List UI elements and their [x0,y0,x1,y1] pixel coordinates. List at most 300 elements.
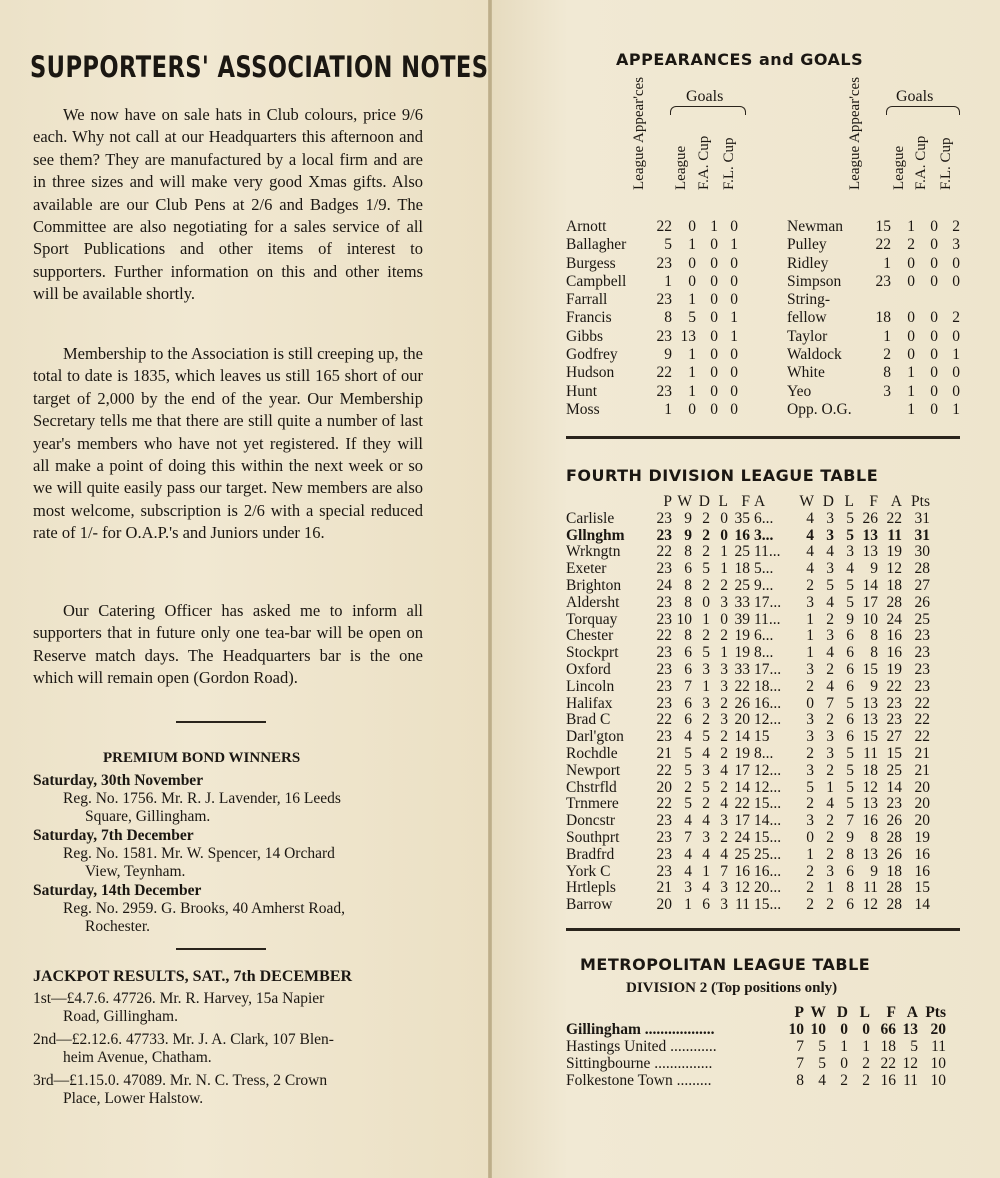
stat-cell: 24 [656,576,672,594]
premium-bond-list [33,772,453,937]
stat-cell: 22 [656,627,672,645]
table-row [566,897,930,914]
stat-cell: 3 [806,728,814,746]
stat-cell: 0 [907,327,915,345]
stat-cell: 4 [720,845,728,863]
stat-cell: 1 [840,1038,848,1055]
stat-cell: 0 [907,272,915,290]
stat-cell: 2 [826,610,834,628]
stat-cell: 0 [907,346,915,364]
stat-cell: 5 [846,576,854,594]
stat-cell: 22 [914,694,930,712]
stat-cell: 2 [720,778,728,796]
stat-cell: 22 [880,1055,896,1072]
stat-cell: 25 [914,610,930,628]
stat-cell: 5 [702,728,710,746]
jackpot-winner-cont: Place, Lower Halstow. [63,1089,204,1107]
stat-cell: 2 [952,218,960,235]
stat-cell: 2 [702,543,710,561]
stat-cell: 14 [734,728,750,746]
player-name: Waldock [787,346,842,364]
stat-cell: 9 [870,560,878,578]
paragraph-hats: We now have on sale hats in Club colours, price 9/6 each. Why not call at our Headquarters this afternoon and see them? They are manufactured by a local firm and are in three sizes and will make very good Xmas gifts. Also available are our Club Pens at 2/6 and Badges 1/9. The Committee are also negotiating for a sales service of all Sport Publications and other items of interest to supporters. Further information on this and other items will be available shortly. [33,105,423,304]
stat-cell: 3 [720,711,728,729]
team-name: Gillingham .................. [566,1021,715,1038]
stat-cell: 21 [914,744,930,762]
stat-cell: 0 [710,400,718,418]
stat-cell: 3 [684,879,692,897]
stat-cell: 13 [862,795,878,813]
stat-cell: 2 [826,896,834,914]
team-name: Sittingbourne ............... [566,1055,713,1072]
stat-cell: 26 [862,509,878,527]
player-row [566,309,738,327]
stat-cell: 1 [720,644,728,662]
stat-cell: 0 [688,254,696,272]
stat-cell: 2 [702,627,710,645]
stat-cell: 2 [702,711,710,729]
stat-cell: 5 [806,778,814,796]
bond-winner-cont: Rochester. [85,918,150,935]
appearances-table-left [566,218,738,419]
stat-cell: 3... [754,526,774,544]
team-name: Gllnghm [566,526,625,544]
stat-cell: 24 [734,828,750,846]
stat-cell: 11 [735,896,750,914]
stat-cell: 25 [734,576,750,594]
stat-cell: 1 [826,879,834,897]
stat-cell: 4 [826,677,834,695]
stat-cell: 23 [656,828,672,846]
metropolitan-table [566,1004,946,1089]
stat-cell: 2 [702,526,710,544]
team-name: Chester [566,627,614,645]
stat-cell: 5 [664,236,672,254]
stat-cell [861,291,891,309]
stat-cell: 9 [684,526,692,544]
stat-cell: 15 [862,660,878,678]
table-row [566,544,930,561]
stat-cell: 1 [907,218,915,235]
stat-cell: 12 [862,896,878,914]
stat-cell: 0 [730,291,738,309]
column-header: L [844,493,854,510]
stat-cell: 8... [754,744,774,762]
stat-cell: 1 [720,543,728,561]
stat-cell: 23 [656,728,672,746]
stat-cell: 5 [846,761,854,779]
stat-cell: 2 [806,862,814,880]
stat-cell: 23 [875,272,891,290]
stat-cell: 0 [930,254,938,272]
stat-cell: 0 [720,509,728,527]
table-row [566,712,930,729]
stat-cell: 0 [688,218,696,235]
team-name: Folkestone Town ......... [566,1072,712,1089]
stat-cell: 7 [796,1055,804,1072]
stat-cell: 20 [930,1021,946,1038]
stat-cell: 19 [886,660,902,678]
stat-cell: 23 [656,644,672,662]
stat-cell: 3 [826,509,834,527]
stat-cell: 16 [886,627,902,645]
stat-cell: 18 [880,1038,896,1055]
stat-cell: 2 [806,576,814,594]
stat-cell: 5 [684,795,692,813]
divider [566,928,960,931]
stat-cell: 21 [914,761,930,779]
stat-cell: 4 [826,644,834,662]
table-row [566,847,930,864]
team-name: Wrkngtn [566,543,621,561]
col-header-fa-cup: F.A. Cup [696,135,712,190]
team-name: Brad C [566,711,611,729]
stat-cell: 22 [886,677,902,695]
stat-cell: 6 [684,694,692,712]
list-item [33,772,453,826]
jackpot-winner-cont: Road, Gillingham. [63,1007,178,1025]
stat-cell: 14 [734,778,750,796]
stat-cell: 6 [846,627,854,645]
stat-cell: 3 [826,627,834,645]
stat-cell: 0 [952,364,960,382]
stat-cell: 5 [702,644,710,662]
stat-cell: 1 [806,610,814,628]
bond-winner-cont: Square, Gillingham. [85,808,211,825]
stat-cell: 0 [688,400,696,418]
stat-cell: 0 [710,364,718,382]
stat-cell: 3 [720,660,728,678]
stat-cell: 19 [734,744,750,762]
appearances-table-right [787,218,960,419]
stat-cell: 4 [684,812,692,830]
stat-cell: 22 [656,761,672,779]
player-row [787,291,960,309]
player-name: fellow [787,309,827,327]
stat-cell: 21 [656,744,672,762]
stat-cell: 4 [826,795,834,813]
stat-cell: 2 [684,778,692,796]
team-name: Hastings United ............ [566,1038,717,1055]
stat-cell: 1 [826,778,834,796]
column-header: W [677,493,692,510]
stat-cell: 4 [684,845,692,863]
stat-cell: 23 [656,560,672,578]
stat-cell: 9 [684,509,692,527]
stat-cell: 22 [656,711,672,729]
stat-cell: 2 [952,309,960,327]
stat-cell: 0 [907,309,915,327]
stat-cell: 13 [902,1021,918,1038]
stat-cell: 13 [680,327,696,345]
stat-cell: 15 [875,218,891,235]
stat-cell: 23 [914,660,930,678]
stat-cell: 9... [754,576,774,594]
player-row [566,346,738,364]
fourth-division-table [566,494,930,914]
stat-cell: 1 [684,896,692,914]
stat-cell: 6 [846,711,854,729]
goals-label: Goals [896,88,934,105]
stat-cell: 0 [930,236,938,254]
stat-cell: 4 [806,526,814,544]
stat-cell: 31 [914,526,930,544]
stat-cell: 11 [863,744,878,762]
stat-cell: 28 [886,879,902,897]
stat-cell: 1 [806,627,814,645]
stat-cell: 11 [863,879,878,897]
stat-cell: 4 [702,812,710,830]
stat-cell: 0 [930,346,938,364]
goals-label: Goals [686,88,724,105]
stat-cell: 22 [734,795,750,813]
stat-cell [915,291,938,309]
player-name: Simpson [787,272,842,290]
column-header: L [859,1004,870,1021]
divider [176,948,266,950]
stat-cell: 4 [846,560,854,578]
jackpot-heading: JACKPOT RESULTS, SAT., 7th DECEMBER [33,968,353,985]
player-name: Pulley [787,236,827,254]
stat-cell: 3 [883,382,891,400]
stat-cell: 1 [664,400,672,418]
divider [566,436,960,439]
stat-cell: 15... [754,795,782,813]
stat-cell: 5 [846,694,854,712]
team-name: Newport [566,761,621,779]
stat-cell: 6 [684,660,692,678]
stat-cell: 3 [720,896,728,914]
stat-cell: 3 [702,828,710,846]
stat-cell: 0 [806,694,814,712]
stat-cell: 25... [754,845,782,863]
team-name: Lincoln [566,677,615,695]
stat-cell: 14 [886,778,902,796]
stat-cell: 3 [826,728,834,746]
stat-cell: 23 [656,610,672,628]
stat-cell: 0 [862,1021,870,1038]
table-header-row [566,1004,946,1021]
table-row [566,511,930,528]
stat-cell: 8 [870,627,878,645]
player-name: Taylor [787,327,828,345]
stat-cell: 2 [720,576,728,594]
stat-cell: 23 [656,694,672,712]
player-name: Ballagher [566,236,627,254]
stat-cell: 1 [730,236,738,254]
stat-cell: 5 [846,795,854,813]
table-row [566,813,930,830]
stat-cell: 22 [875,236,891,254]
table-row [566,628,930,645]
appearances-title: APPEARANCES and GOALS [616,50,864,69]
stat-cell: 5 [826,576,834,594]
stat-cell: 30 [914,543,930,561]
stat-cell: 0 [702,593,710,611]
player-name: Francis [566,309,612,327]
stat-cell: 3 [806,711,814,729]
stat-cell: 5 [818,1055,826,1072]
stat-cell: 10 [810,1021,826,1038]
player-row [787,218,960,236]
stat-cell: 3 [806,593,814,611]
stat-cell: 20 [656,778,672,796]
stat-cell: 17... [754,660,782,678]
page-title: SUPPORTERS' ASSOCIATION NOTES [30,50,488,84]
player-name: Gibbs [566,327,604,345]
stat-cell: 5 [846,778,854,796]
player-name: Newman [787,218,843,235]
table-row [566,662,930,679]
stat-cell: 0 [930,309,938,327]
col-header-fl-cup: F.L. Cup [721,137,737,190]
table-row [566,864,930,881]
list-item [33,1031,453,1066]
stat-cell: 2 [806,744,814,762]
column-header: W [810,1004,826,1021]
team-name: Stockprt [566,644,619,662]
col-header-league: League [891,145,907,190]
stat-cell: 20 [656,896,672,914]
stat-cell: 7 [684,828,692,846]
player-row [787,236,960,254]
metropolitan-title: METROPOLITAN LEAGUE TABLE [580,955,871,974]
stat-cell: 2 [862,1055,870,1072]
player-row [566,401,738,419]
stat-cell: 31 [914,509,930,527]
stat-cell: 7 [846,812,854,830]
stat-cell: 27 [886,728,902,746]
stat-cell: 2 [702,576,710,594]
stat-cell: 5 [910,1038,918,1055]
stat-cell: 0 [730,218,738,235]
stat-cell: 14 [914,896,930,914]
stat-cell: 28 [886,896,902,914]
stat-cell: 2 [826,845,834,863]
stat-cell: 13 [862,845,878,863]
stat-cell: 0 [930,400,938,418]
team-name: Halifax [566,694,613,712]
table-row [566,696,930,713]
stat-cell: 26 [914,593,930,611]
stat-cell: 7 [684,677,692,695]
stat-cell: 0 [710,382,718,400]
col-header-fl-cup: F.L. Cup [938,137,954,190]
stat-cell: 23 [886,694,902,712]
stat-cell: 3 [826,862,834,880]
stat-cell: 0 [730,254,738,272]
stat-cell: 14 [862,576,878,594]
table-row [566,612,930,629]
stat-cell: 4 [684,728,692,746]
stat-cell: 0 [930,327,938,345]
stat-cell: 12 [734,879,750,897]
team-name: Chstrfld [566,778,617,796]
player-row [787,401,960,419]
stat-cell: 1 [688,346,696,364]
stat-cell: 10 [676,610,692,628]
player-name: Hudson [566,364,615,382]
player-row [787,364,960,382]
stat-cell: 2 [806,879,814,897]
stat-cell: 22 [886,509,902,527]
stat-cell: 22 [734,677,750,695]
stat-cell: 1 [806,845,814,863]
stat-cell: 25 [734,543,750,561]
bond-date: Saturday, 30th November [33,772,204,789]
stat-cell: 0 [710,236,718,254]
stat-cell: 10 [862,610,878,628]
column-header: D [836,1004,848,1021]
bond-winner: Reg. No. 1581. Mr. W. Spencer, 14 Orchard [63,845,335,862]
stat-cell [891,291,915,309]
stat-cell: 28 [886,593,902,611]
stat-cell: 33 [734,593,750,611]
column-header: F [869,493,878,510]
stat-cell: 11 [887,526,902,544]
stat-cell: 16... [754,694,782,712]
stat-cell: 2 [826,660,834,678]
stat-cell: 9 [846,828,854,846]
bond-winner-cont: View, Teynham. [85,863,186,880]
stat-cell: 1 [907,364,915,382]
player-name: String- [787,291,831,309]
stat-cell: 1 [688,364,696,382]
table-row [566,679,930,696]
jackpot-list [33,990,453,1113]
stat-cell: 23 [914,677,930,695]
stat-cell: 23 [656,845,672,863]
stat-cell: 0 [688,272,696,290]
stat-cell: 3 [846,543,854,561]
stat-cell: 1 [883,327,891,345]
stat-cell: 18... [754,677,782,695]
stat-cell: 13 [862,526,878,544]
team-name: Exeter [566,560,607,578]
player-name: Arnott [566,218,607,235]
stat-cell: 0 [730,400,738,418]
stat-cell: 22 [914,728,930,746]
stat-cell: 1 [730,327,738,345]
stat-cell: 0 [952,327,960,345]
stat-cell: 4 [720,795,728,813]
player-row [787,273,960,291]
stat-cell: 2 [702,509,710,527]
stat-cell: 66 [880,1021,896,1038]
stat-cell: 6 [684,560,692,578]
list-item [33,882,453,936]
stat-cell: 5 [688,309,696,327]
stat-cell: 6 [846,660,854,678]
column-header: D [698,493,710,510]
stat-cell: 0 [952,254,960,272]
stat-cell: 23 [656,382,672,400]
stat-cell: 1 [907,382,915,400]
stat-cell: 5 [818,1038,826,1055]
stat-cell: 0 [930,218,938,235]
stat-cell: 1 [907,400,915,418]
stat-cell: 4 [720,761,728,779]
stat-cell: 15... [754,828,782,846]
table-row [566,1038,946,1055]
stat-cell: 2 [826,711,834,729]
stat-cell: 27 [914,576,930,594]
team-name: Bradfrd [566,845,615,863]
divider [176,721,266,723]
stat-cell: 7 [720,862,728,880]
stat-cell: 1 [806,644,814,662]
stat-cell: 8 [684,593,692,611]
